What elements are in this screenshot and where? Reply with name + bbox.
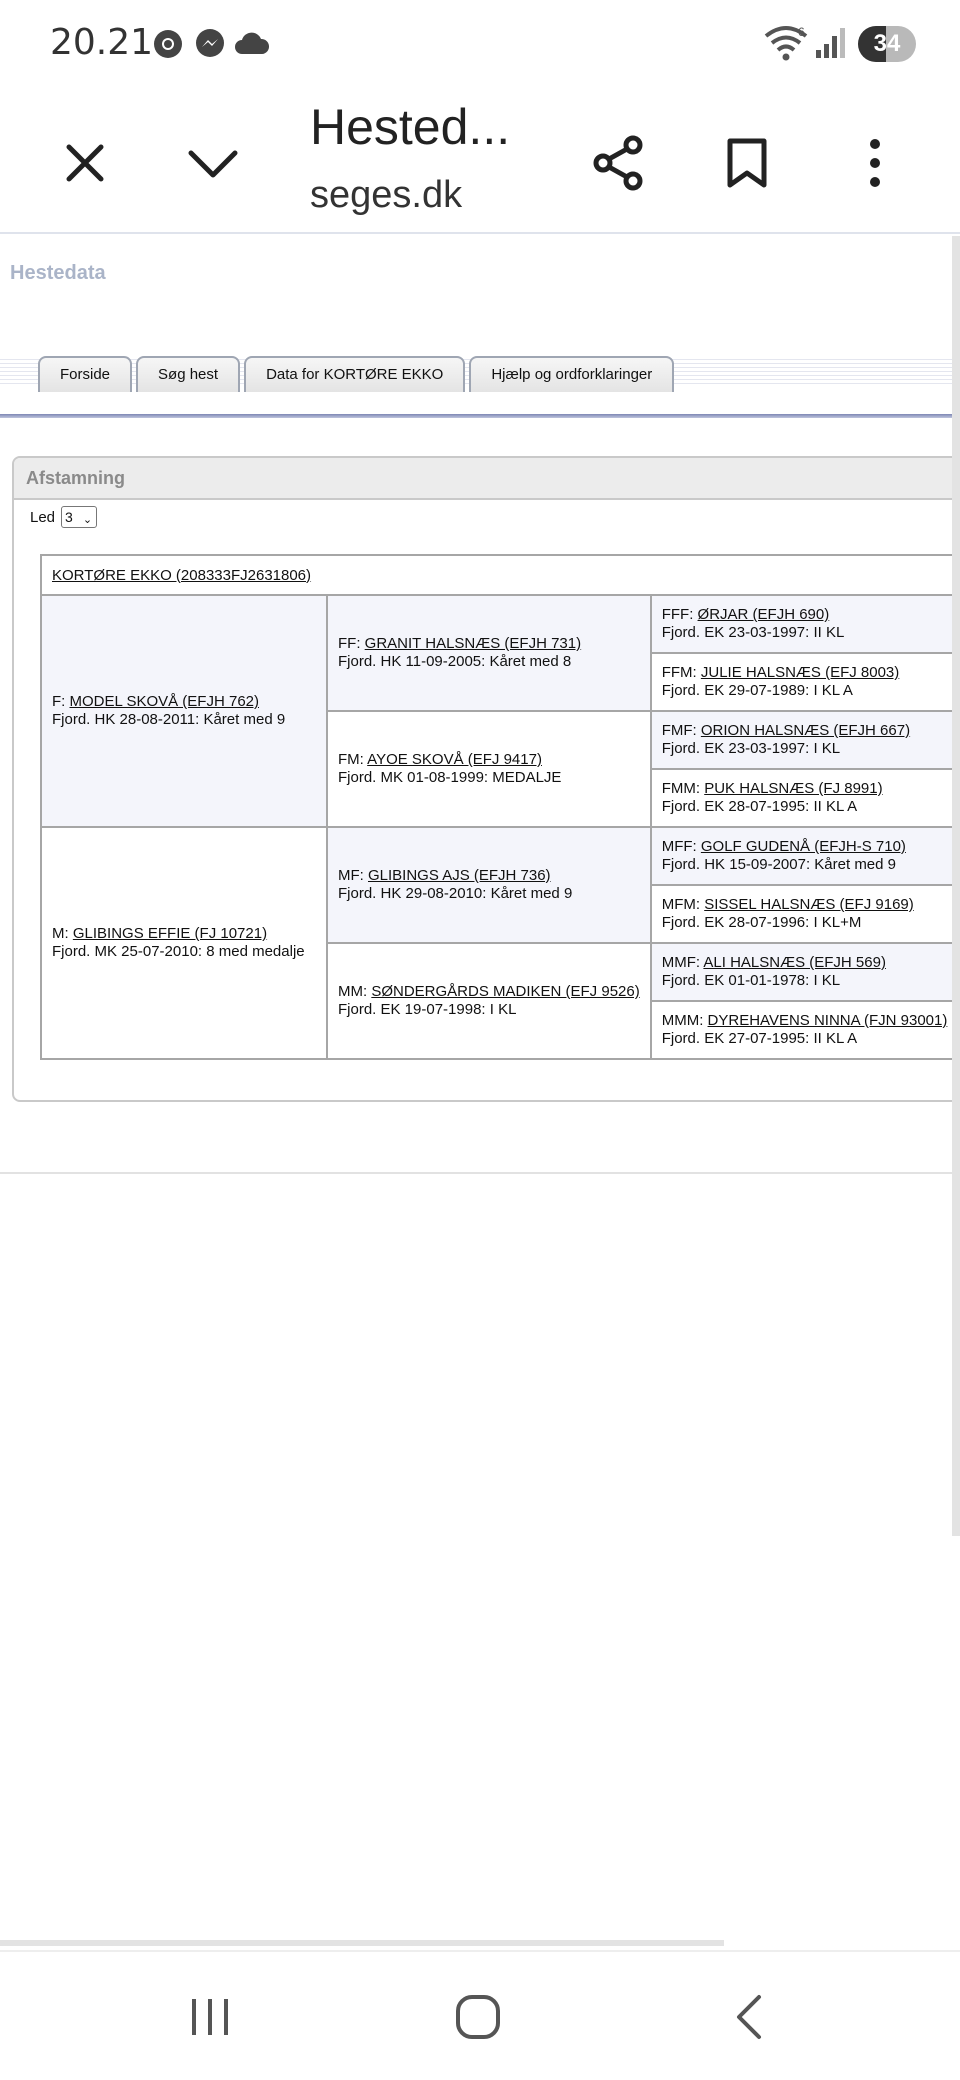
footer-divider [0,1172,960,1174]
horse-link[interactable]: ORION HALSNÆS (EFJH 667) [700,722,911,739]
close-icon[interactable] [50,128,120,198]
pedigree-cell-ffm [651,653,960,711]
back-icon[interactable] [708,1982,788,2052]
relation-label: MM: [338,983,372,1000]
pedigree-cell-fmm [651,769,960,827]
generation-select[interactable] [61,506,97,528]
pedigree-cell-mff [651,827,960,885]
chevron-down-icon: ⌄ [82,514,93,526]
horse-info: Fjord. EK 29-07-1989: I KL A [661,682,853,699]
relation-label: MMF: [661,954,704,971]
status-bar [0,0,960,88]
vertical-scrollbar[interactable] [952,236,960,1536]
horse-link[interactable]: GRANIT HALSNÆS (EFJH 731) [364,635,582,652]
wifi-icon [764,24,810,69]
horse-info: Fjord. HK 11-09-2005: Kåret med 8 [338,653,572,670]
chrome-icon [152,28,184,65]
horse-link[interactable]: DYREHAVENS NINNA (FJN 93001) [707,1012,948,1029]
horse-info: Fjord. MK 01-08-1999: MEDALJE [338,769,562,786]
relation-label: F: [52,693,70,710]
wifi-badge: 6 [798,25,805,39]
subject-horse-link[interactable]: KORTØRE EKKO (208333FJ2631806) [52,566,312,584]
status-time: 20.21 [50,22,154,63]
page-url[interactable]: seges.dk [310,174,463,216]
pedigree-cell-mmf [651,943,960,1001]
pedigree-cell-mf [327,827,651,943]
browser-toolbar [0,88,960,234]
relation-label: FMM: [661,780,705,797]
subject-cell [41,555,960,595]
site-title[interactable]: Hestedata [10,262,106,284]
pedigree-cell-m [41,827,327,1059]
pedigree-table [40,554,960,1060]
pedigree-cell-mfm [651,885,960,943]
page-title[interactable]: Hested... [310,99,511,155]
horse-info: Fjord. EK 23-03-1997: I KL [661,740,841,757]
home-icon[interactable] [438,1982,518,2052]
messenger-icon [194,28,226,65]
horse-link[interactable]: ØRJAR (EFJH 690) [697,606,830,623]
pedigree-cell-f [41,595,327,827]
horse-link[interactable]: AYOE SKOVÅ (EFJ 9417) [367,751,542,768]
pedigree-cell-mmm [651,1001,960,1059]
cloud-icon [234,30,270,61]
relation-label: MFF: [661,838,701,855]
relation-label: MF: [338,867,368,884]
tab-forside[interactable]: Forside [38,356,132,392]
relation-label: M: [52,925,73,942]
pedigree-cell-fff [651,595,960,653]
battery-indicator [858,26,916,62]
relation-label: FF: [338,635,365,652]
horse-link[interactable]: JULIE HALSNÆS (EFJ 8003) [700,664,900,681]
more-options-icon[interactable] [840,128,910,198]
relation-label: MMM: [661,1012,708,1029]
tab-data-for-horse[interactable]: Data for KORTØRE EKKO [244,356,465,392]
horse-info: Fjord. MK 25-07-2010: 8 med medalje [52,943,305,960]
pedigree-cell-ff [327,595,651,711]
system-nav-bar [0,1950,960,2080]
panel-title: Afstamning [14,458,960,500]
horse-info: Fjord. EK 23-03-1997: II KL [661,624,845,641]
tab-soeg-hest[interactable]: Søg hest [136,356,240,392]
share-icon[interactable] [584,128,654,198]
signal-icon [814,26,848,65]
horizontal-scrollbar[interactable] [0,1940,724,1946]
nav-divider [0,414,960,418]
relation-label: FM: [338,751,368,768]
battery-level: 34 [873,30,901,57]
pedigree-cell-fm [327,711,651,827]
generation-value: 3 [65,509,73,525]
horse-info: Fjord. HK 29-08-2010: Kåret med 9 [338,885,573,902]
relation-label: FMF: [661,722,701,739]
relation-label: FFF: [661,606,698,623]
recent-apps-icon[interactable] [170,1982,250,2052]
chevron-down-icon[interactable] [178,128,248,198]
horse-link[interactable]: GOLF GUDENÅ (EFJH-S 710) [700,838,906,855]
web-content [0,236,960,1946]
horse-link[interactable]: GLIBINGS EFFIE (FJ 10721) [72,925,268,942]
led-label: Led [30,508,56,526]
relation-label: MFM: [661,896,705,913]
bookmark-icon[interactable] [712,128,782,198]
horse-link[interactable]: PUK HALSNÆS (FJ 8991) [704,780,883,797]
relation-label: FFM: [661,664,701,681]
horse-info: Fjord. HK 15-09-2007: Kåret med 9 [661,856,897,873]
horse-link[interactable]: SØNDERGÅRDS MADIKEN (EFJ 9526) [371,983,640,1000]
tab-help[interactable]: Hjælp og ordforklaringer [469,356,674,392]
horse-info: Fjord. EK 28-07-1995: II KL A [661,798,858,815]
horse-info: Fjord. HK 28-08-2011: Kåret med 9 [52,711,286,728]
pedigree-cell-mm [327,943,651,1059]
pedigree-panel [12,456,960,1102]
horse-link[interactable]: GLIBINGS AJS (EFJH 736) [368,867,551,884]
horse-info: Fjord. EK 01-01-1978: I KL [661,972,841,989]
horse-link[interactable]: ALI HALSNÆS (EFJH 569) [703,954,886,971]
horse-info: Fjord. EK 19-07-1998: I KL [338,1001,517,1018]
pedigree-cell-fmf [651,711,960,769]
horse-info: Fjord. EK 27-07-1995: II KL A [661,1030,858,1047]
horse-link[interactable]: SISSEL HALSNÆS (EFJ 9169) [704,896,914,913]
generation-control [30,506,97,528]
horse-info: Fjord. EK 28-07-1996: I KL+M [661,914,862,931]
horse-link[interactable]: MODEL SKOVÅ (EFJH 762) [69,693,259,710]
site-tabs [38,356,674,392]
